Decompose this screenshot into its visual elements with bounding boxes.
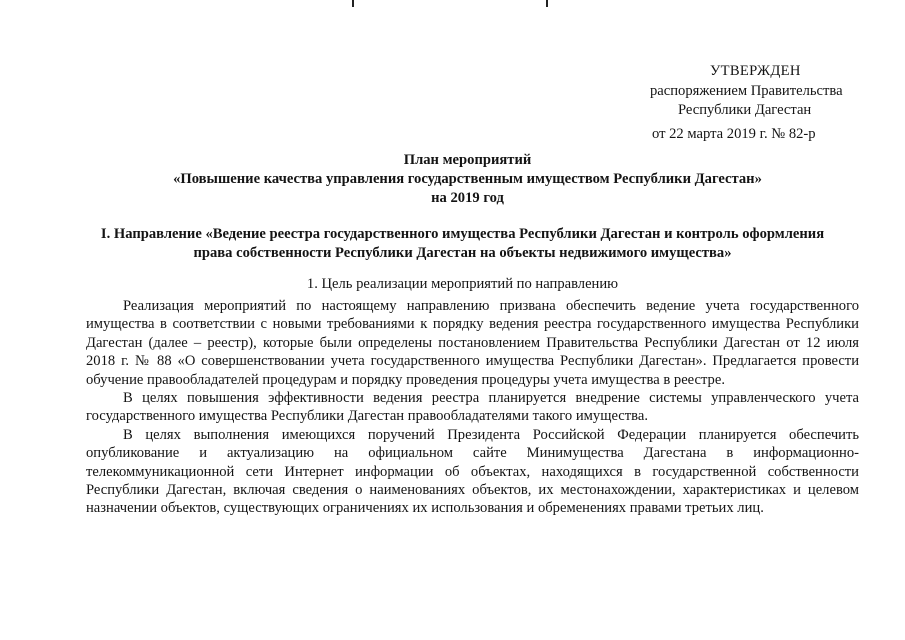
plan-year: на 2019 год — [431, 190, 504, 206]
approval-title: УТВЕРЖДЕН — [710, 63, 801, 79]
approval-line: распоряжением Правительства — [650, 83, 843, 99]
approval-date: от 22 марта 2019 г. № 82-р — [652, 126, 816, 142]
scan-mark — [352, 0, 354, 7]
paragraph: Реализация мероприятий по настоящему направлению призвана обеспечить ведение учета государственного имущества в соответствии с новыми требованиями к порядку ведения реестра государственного имущества Республики Дагестан (далее – реестр), которые были определены постановлением Правительства Республики Дагестан от 12 июля 2018 г. № 88 «О совершенствовании учета государственного имущества Республики Дагестан». Предлагается провести обучение правообладателей процедурам и порядку проведения процедуры учета имущества в реестре. — [86, 298, 859, 388]
scan-mark — [546, 0, 548, 7]
paragraph: В целях выполнения имеющихся поручений Президента Российской Федерации планируется обеспечить опубликование и актуализацию на официальном сайте Минимущества Дагестана в информационно-телекоммуникационной сети Интернет информации об объектах, находящихся в государственной собственности Республики Дагестан, включая сведения о наименованиях объектов, их местонахождении, характеристиках и целевом назначении объектов, существующих ограничениях их использования и обременениях правами третьих лиц. — [86, 426, 859, 517]
section-title: I. Направление «Ведение реестра государственного имущества Республики Дагестан и контроль оформления — [100, 226, 825, 242]
plan-title: План мероприятий — [403, 152, 532, 168]
plan-subtitle: «Повышение качества управления государственным имуществом Республики Дагестан» — [173, 171, 762, 187]
approval-line: Республики Дагестан — [678, 102, 812, 118]
section-subtitle: 1. Цель реализации мероприятий по направлению — [306, 276, 619, 292]
section-title-continued: права собственности Республики Дагестан на объекты недвижимого имущества» — [193, 245, 732, 261]
paragraph: В целях повышения эффективности ведения реестра планируется внедрение системы управленческого учета государственного имущества Республики Дагестан правообладателями такого имущества. — [86, 390, 859, 425]
body-text — [86, 297, 859, 518]
